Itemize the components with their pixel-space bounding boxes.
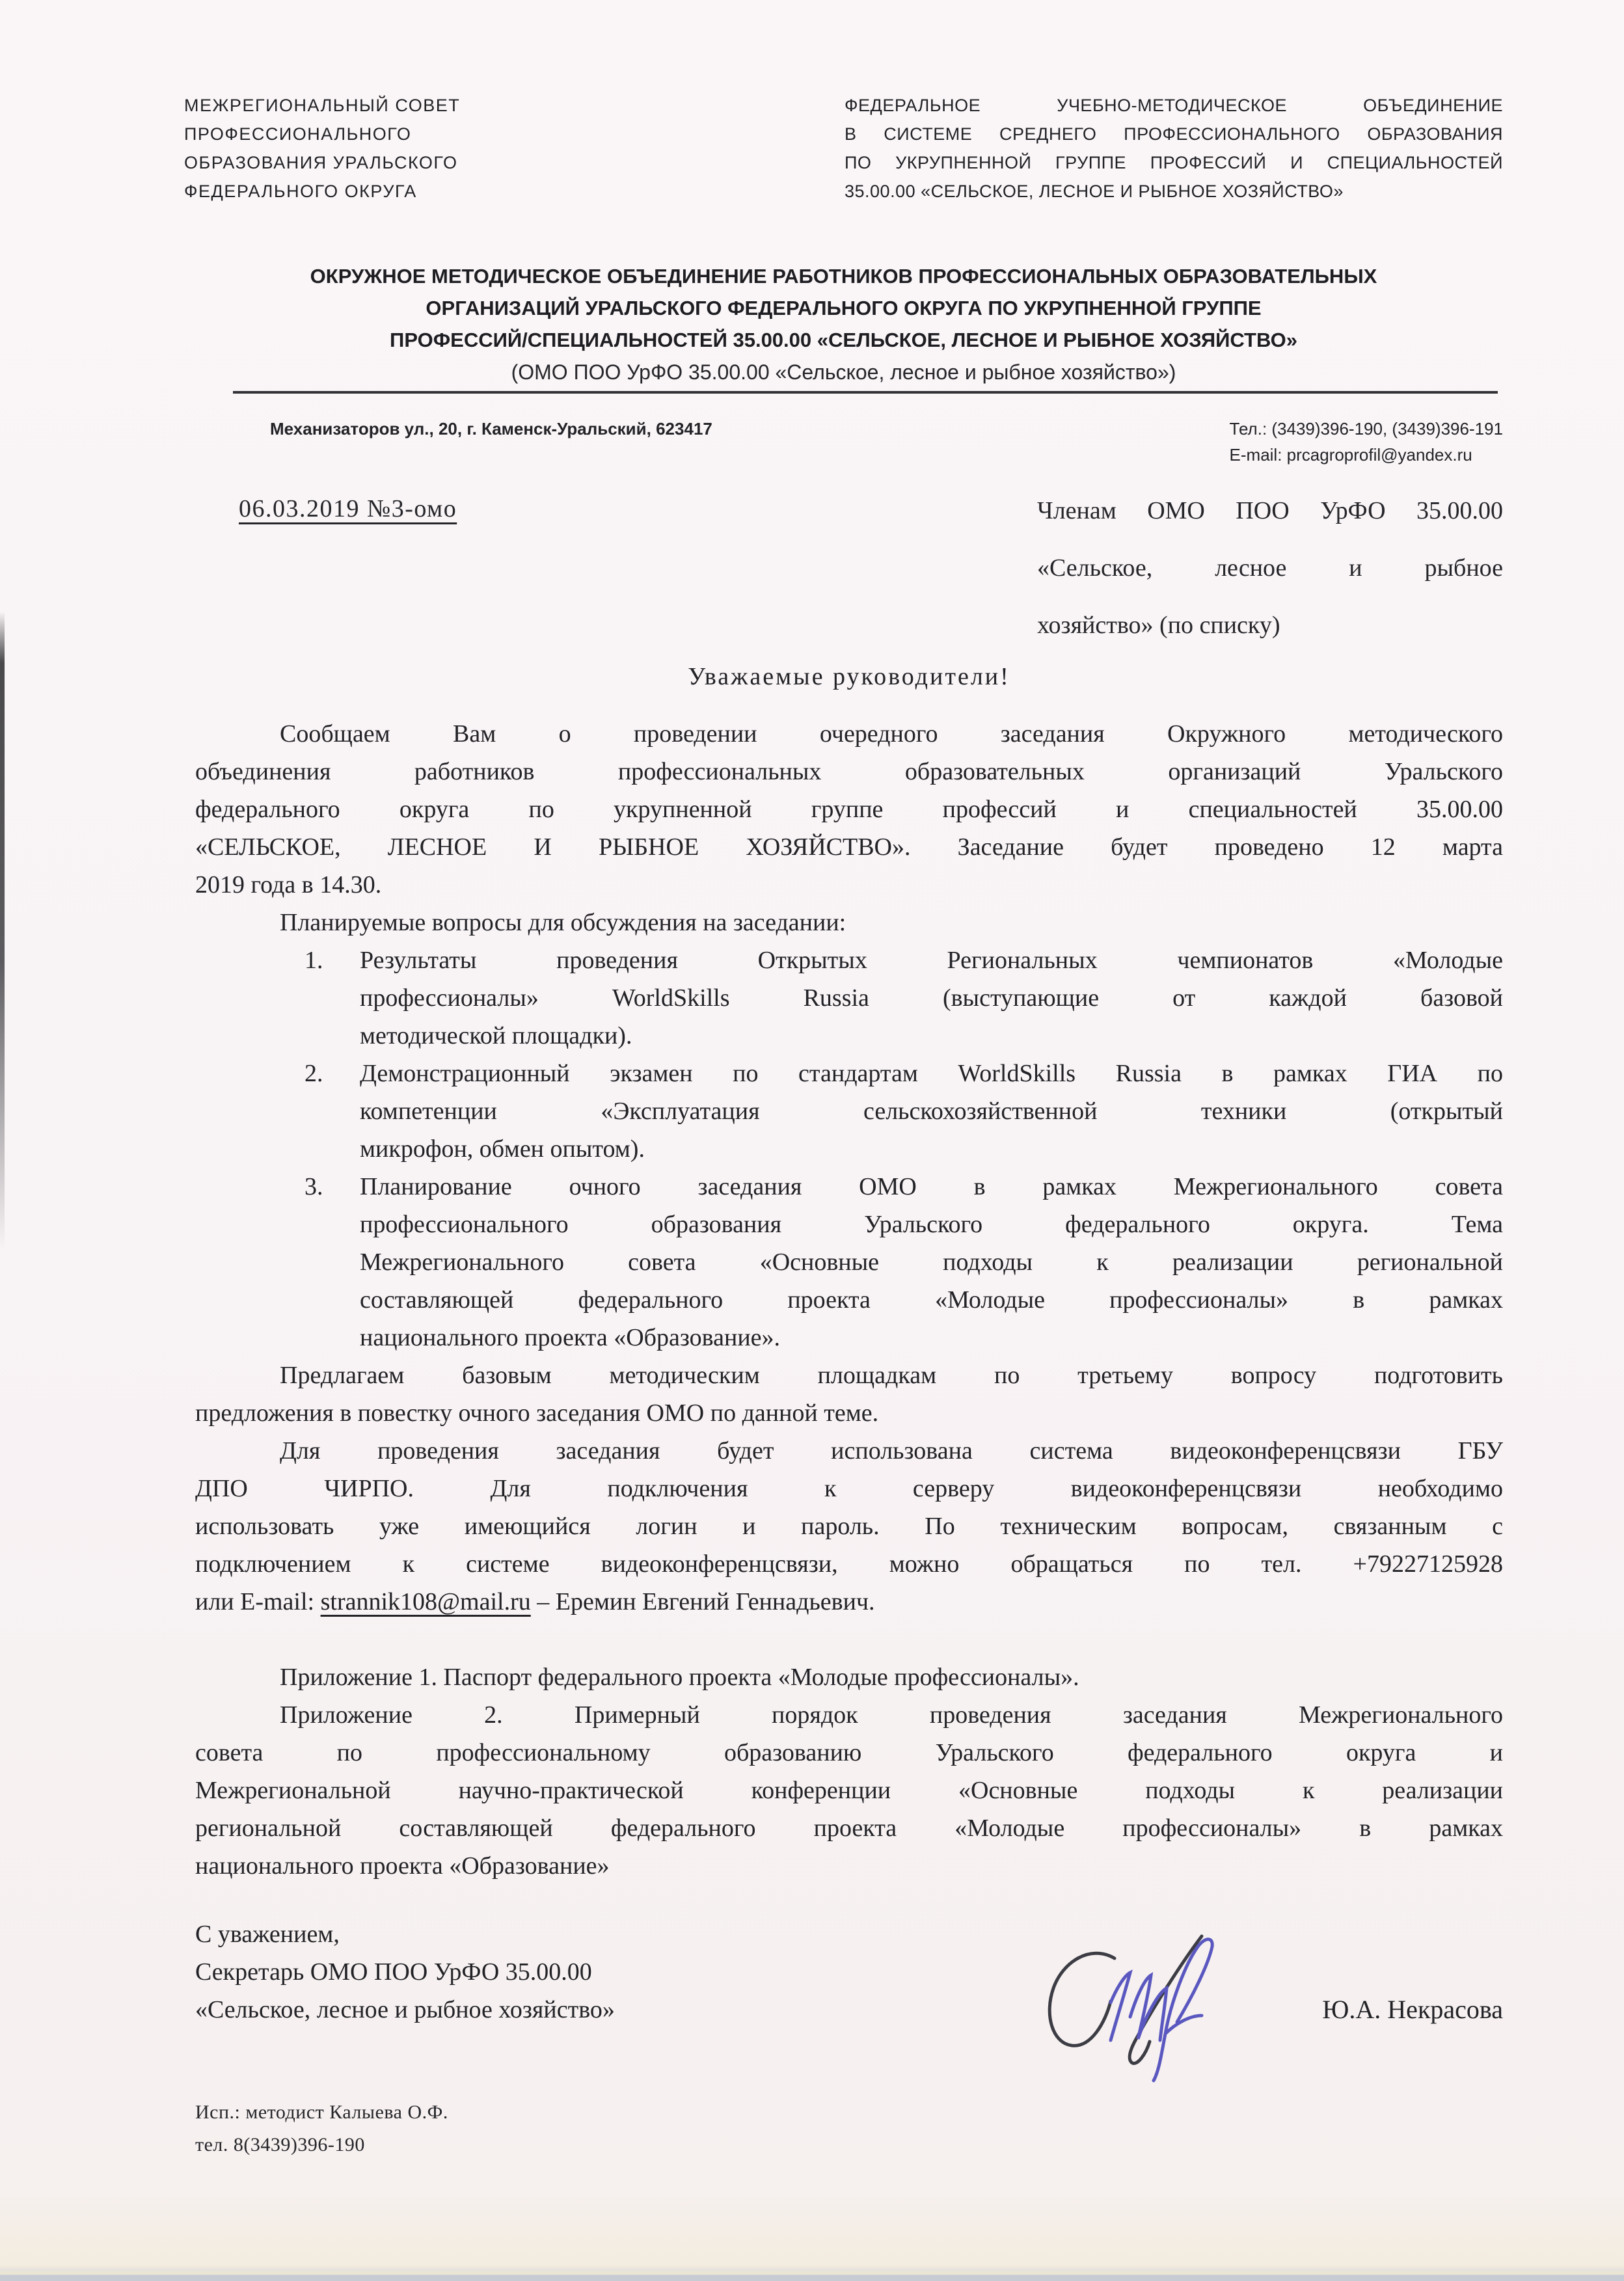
sender-organization-left: МЕЖРЕГИОНАЛЬНЫЙ СОВЕТ ПРОФЕССИОНАЛЬНОГО ОБРАЗОВАНИЯ УРАЛЬСКОГО ФЕДЕРАЛЬНОГО ОКРУГА xyxy=(184,96,461,201)
signer-name: Ю.А. Некрасова xyxy=(1322,1995,1503,2024)
executor-phone: тел. 8(3439)396-190 xyxy=(195,2134,365,2155)
agenda-list xyxy=(195,941,1503,1356)
phone-numbers: Тел.: (3439)396-190, (3439)396-191 xyxy=(1229,419,1503,439)
letter-body xyxy=(195,658,1503,2029)
executor-footer xyxy=(195,2096,1503,2161)
handwritten-signature-icon xyxy=(1038,1924,1252,2087)
email-prefix-text: или E-mail: xyxy=(195,1588,321,1615)
scan-edge-artifact-bottom xyxy=(0,2271,1624,2281)
agenda-item-2-number: 2. xyxy=(304,1060,323,1087)
agenda-item-1-number: 1. xyxy=(304,947,323,974)
email-suffix-text: – Еремин Евгений Геннадьевич. xyxy=(530,1588,875,1615)
agenda-intro: Планируемые вопросы для обсуждения на заседании: xyxy=(280,909,846,936)
closing-block xyxy=(195,1915,1503,2029)
attachment-2: Приложение 2. Примерный порядок проведения заседания Межрегионального совета по профессиональному образованию Уральского федерального округа и Межрегиональной научно-практической конференции «Основные подходы к реализации региональной составляющей федерального проекта «Молодые профессионалы» в рамках национального проекта «Образование» xyxy=(195,1701,1503,1880)
contact-row xyxy=(184,416,1503,468)
paragraph-announcement: Сообщаем Вам о проведении очередного заседания Окружного методического объединения работников профессиональных образовательных организаций Уральского федерального округа по укрупненной группе профессий и специальностей 35.00.00 «СЕЛЬСКОЕ, ЛЕСНОЕ И РЫБНОЕ ХОЗЯЙСТВО». Заседание будет проведено 12 марта 2019 года в 14.30. xyxy=(195,720,1503,898)
contact-email-link: strannik108@mail.ru xyxy=(320,1588,531,1615)
agenda-item-3-number: 3. xyxy=(304,1173,323,1200)
closing-lines: С уважением, Секретарь ОМО ПОО УрФО 35.00.00 «Сельское, лесное и рыбное хозяйство» xyxy=(195,1921,615,2023)
letterhead-divider xyxy=(233,391,1498,394)
paragraph-proposal: Предлагаем базовым методическим площадкам по третьему вопросу подготовить предложения в повестку очного заседания ОМО по данной теме. xyxy=(195,1362,1503,1427)
salutation: Уважаемые руководители! xyxy=(688,663,1010,690)
attachment-1: Приложение 1. Паспорт федерального проекта «Молодые профессионалы». xyxy=(280,1664,1079,1691)
letter-subtitle: (ОМО ПОО УрФО 35.00.00 «Сельское, лесное и рыбное хозяйство») xyxy=(511,360,1176,384)
paragraph-videoconference-last-line xyxy=(195,1583,1503,1621)
postal-address: Механизаторов ул., 20, г. Каменск-Уральский, 623417 xyxy=(270,419,712,439)
agenda-item-3: Планирование очного заседания ОМО в рамках Межрегионального совета профессионального образования Уральского федерального округа. Тема Межрегионального совета «Основные подходы к реализации региональной составляющей федерального проекта «Молодые профессионалы» в рамках национального проекта «Образование». 3. xyxy=(360,1168,1503,1356)
agenda-item-2: Демонстрационный экзамен по стандартам WorldSkills Russia в рамках ГИА по компетенции «Эксплуатация сельскохозяйственной техники (открытый микрофон, обмен опытом). 2. xyxy=(360,1055,1503,1168)
contact-block xyxy=(1230,416,1503,468)
paragraph-videoconference: Для проведения заседания будет использована система видеоконференцсвязи ГБУ ДПО ЧИРПО. Для подключения к серверу видеоконференцсвязи необходимо использовать уже имеющийся логин и пароль. По техническим вопросам, связанным с подключением к системе видеоконференцсвязи, можно обращаться по тел. +79227125928 или E-mail: strannik108@mail.ru – Еремин Евгений Геннадьевич. xyxy=(195,1432,1503,1621)
letter-title xyxy=(184,260,1503,388)
sender-organization-right: ФЕДЕРАЛЬНОЕ УЧЕБНО-МЕТОДИЧЕСКОЕ ОБЪЕДИНЕНИЕ В СИСТЕМЕ СРЕДНЕГО ПРОФЕССИОНАЛЬНОГО ОБРАЗОВАНИЯ ПО УКРУПНЕННОЙ ГРУППЕ ПРОФЕССИЙ И СПЕЦИАЛЬНОСТЕЙ 35.00.00 «СЕЛЬСКОЕ, ЛЕСНОЕ И РЫБНОЕ ХОЗЯЙСТВО» xyxy=(845,96,1503,201)
scan-edge-artifact-left xyxy=(0,612,5,1249)
executor-name: Исп.: методист Калыева О.Ф. xyxy=(195,2101,448,2123)
agenda-item-1: Результаты проведения Открытых Региональных чемпионатов «Молодые профессионалы» WorldSkills Russia (выступающие от каждой базовой методической площадки). 1. xyxy=(360,941,1503,1055)
sender-email: E-mail: prcagroprofil@yandex.ru xyxy=(1229,445,1472,465)
letter-title-lines: ОКРУЖНОЕ МЕТОДИЧЕСКОЕ ОБЪЕДИНЕНИЕ РАБОТНИКОВ ПРОФЕССИОНАЛЬНЫХ ОБРАЗОВАТЕЛЬНЫХ ОРГАНИЗАЦИЙ УРАЛЬСКОГО ФЕДЕРАЛЬНОГО ОКРУГА ПО УКРУПНЕННОЙ ГРУППЕ ПРОФЕССИЙ/СПЕЦИАЛЬНОСТЕЙ 35.00.00 «СЕЛЬСКОЕ, ЛЕСНОЕ И РЫБНОЕ ХОЗЯЙСТВО» xyxy=(310,265,1377,351)
outgoing-date-number: 06.03.2019 №3-омо xyxy=(239,495,457,522)
addressee-block: Членам ОМО ПОО УрФО 35.00.00 «Сельское, лесное и рыбное хозяйство» (по списку) xyxy=(1037,497,1503,639)
reference-row xyxy=(184,482,1503,654)
letterhead xyxy=(184,91,1503,206)
